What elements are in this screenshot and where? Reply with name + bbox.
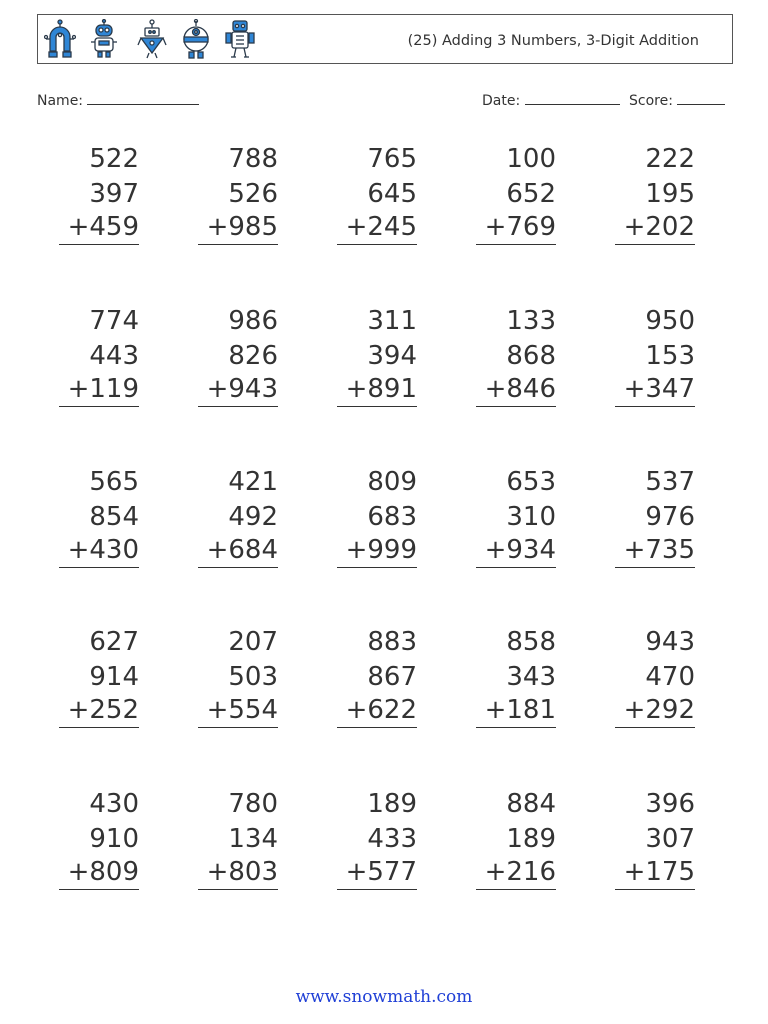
addend: 195: [645, 178, 695, 209]
addend-with-plus: +554: [198, 694, 278, 728]
addend: 522: [89, 144, 139, 174]
score-label: Score:: [629, 93, 673, 109]
addition-problem: [476, 787, 556, 890]
addend: 914: [89, 661, 139, 692]
addend: 133: [506, 306, 556, 336]
name-field[interactable]: [37, 90, 199, 109]
robot-4-icon: [180, 19, 212, 61]
addition-problem: [59, 304, 139, 407]
addend: 394: [367, 340, 417, 371]
addend-with-plus: +735: [615, 534, 695, 568]
addition-problem: [337, 304, 417, 407]
addend-with-plus: +803: [198, 856, 278, 890]
addend-with-plus: +769: [476, 211, 556, 245]
addition-problem: [59, 142, 139, 245]
addend-with-plus: +943: [198, 373, 278, 407]
addend: 683: [367, 501, 417, 532]
addend: 396: [645, 789, 695, 819]
addend: 537: [645, 467, 695, 497]
addend: 207: [228, 627, 278, 657]
date-label: Date:: [482, 93, 521, 109]
robot-1-icon: [44, 19, 76, 61]
addition-problem: [59, 787, 139, 890]
addend: 433: [367, 823, 417, 854]
addend: 809: [367, 467, 417, 497]
addend: 134: [228, 823, 278, 854]
addend-with-plus: +216: [476, 856, 556, 890]
addition-problem: [198, 142, 278, 245]
addend: 645: [367, 178, 417, 209]
addition-problem: [337, 787, 417, 890]
worksheet-header: [37, 14, 733, 64]
addition-problem: [476, 465, 556, 568]
addend-with-plus: +934: [476, 534, 556, 568]
addend: 910: [89, 823, 139, 854]
addend: 343: [506, 661, 556, 692]
addition-problem: [615, 142, 695, 245]
addend: 153: [645, 340, 695, 371]
addend: 884: [506, 789, 556, 819]
addend: 503: [228, 661, 278, 692]
addend: 430: [89, 789, 139, 819]
addend: 826: [228, 340, 278, 371]
addend: 526: [228, 178, 278, 209]
addend: 950: [645, 306, 695, 336]
addend-with-plus: +347: [615, 373, 695, 407]
name-blank[interactable]: [87, 90, 199, 105]
robot-3-icon: [136, 19, 168, 61]
addend: 189: [506, 823, 556, 854]
robot-5-icon: [224, 19, 256, 61]
addend-with-plus: +245: [337, 211, 417, 245]
addend-with-plus: +846: [476, 373, 556, 407]
date-field[interactable]: [482, 90, 620, 109]
addend-with-plus: +459: [59, 211, 139, 245]
addend: 867: [367, 661, 417, 692]
addend-with-plus: +202: [615, 211, 695, 245]
addition-problem: [337, 465, 417, 568]
addend: 310: [506, 501, 556, 532]
addend: 311: [367, 306, 417, 336]
footer-link[interactable]: www.snowmath.com: [295, 987, 473, 1007]
addend: 788: [228, 144, 278, 174]
addend-with-plus: +119: [59, 373, 139, 407]
addition-problem: [615, 465, 695, 568]
addend: 943: [645, 627, 695, 657]
addition-problem: [615, 787, 695, 890]
worksheet-title: (25) Adding 3 Numbers, 3-Digit Addition: [407, 33, 699, 49]
addition-problem: [476, 625, 556, 728]
addition-problem: [198, 787, 278, 890]
addend-with-plus: +577: [337, 856, 417, 890]
addition-problem: [615, 304, 695, 407]
addend: 100: [506, 144, 556, 174]
addition-problem: [476, 142, 556, 245]
addition-problem: [198, 304, 278, 407]
addend: 222: [645, 144, 695, 174]
addend: 652: [506, 178, 556, 209]
addition-problem: [198, 625, 278, 728]
addend: 397: [89, 178, 139, 209]
score-blank[interactable]: [677, 90, 725, 105]
addition-problem: [198, 465, 278, 568]
addend: 565: [89, 467, 139, 497]
addend: 443: [89, 340, 139, 371]
addend: 492: [228, 501, 278, 532]
addend: 421: [228, 467, 278, 497]
addend-with-plus: +999: [337, 534, 417, 568]
addend: 858: [506, 627, 556, 657]
date-blank[interactable]: [525, 90, 620, 105]
addend-with-plus: +684: [198, 534, 278, 568]
robot-2-icon: [88, 19, 120, 61]
addition-problem: [337, 142, 417, 245]
addend-with-plus: +809: [59, 856, 139, 890]
addend: 765: [367, 144, 417, 174]
addend-with-plus: +430: [59, 534, 139, 568]
addend: 976: [645, 501, 695, 532]
addend: 627: [89, 627, 139, 657]
addend-with-plus: +181: [476, 694, 556, 728]
addend-with-plus: +292: [615, 694, 695, 728]
addend: 780: [228, 789, 278, 819]
addend: 653: [506, 467, 556, 497]
addition-problem: [59, 465, 139, 568]
addend: 774: [89, 306, 139, 336]
addend: 307: [645, 823, 695, 854]
addend: 883: [367, 627, 417, 657]
addition-problem: [615, 625, 695, 728]
addend-with-plus: +622: [337, 694, 417, 728]
addend: 470: [645, 661, 695, 692]
score-field[interactable]: [629, 90, 725, 109]
addend-with-plus: +985: [198, 211, 278, 245]
addend: 986: [228, 306, 278, 336]
addend: 854: [89, 501, 139, 532]
name-label: Name:: [37, 93, 84, 109]
addend-with-plus: +175: [615, 856, 695, 890]
addend-with-plus: +252: [59, 694, 139, 728]
addition-problem: [59, 625, 139, 728]
addend: 868: [506, 340, 556, 371]
addend: 189: [367, 789, 417, 819]
addition-problem: [337, 625, 417, 728]
addition-problem: [476, 304, 556, 407]
addend-with-plus: +891: [337, 373, 417, 407]
